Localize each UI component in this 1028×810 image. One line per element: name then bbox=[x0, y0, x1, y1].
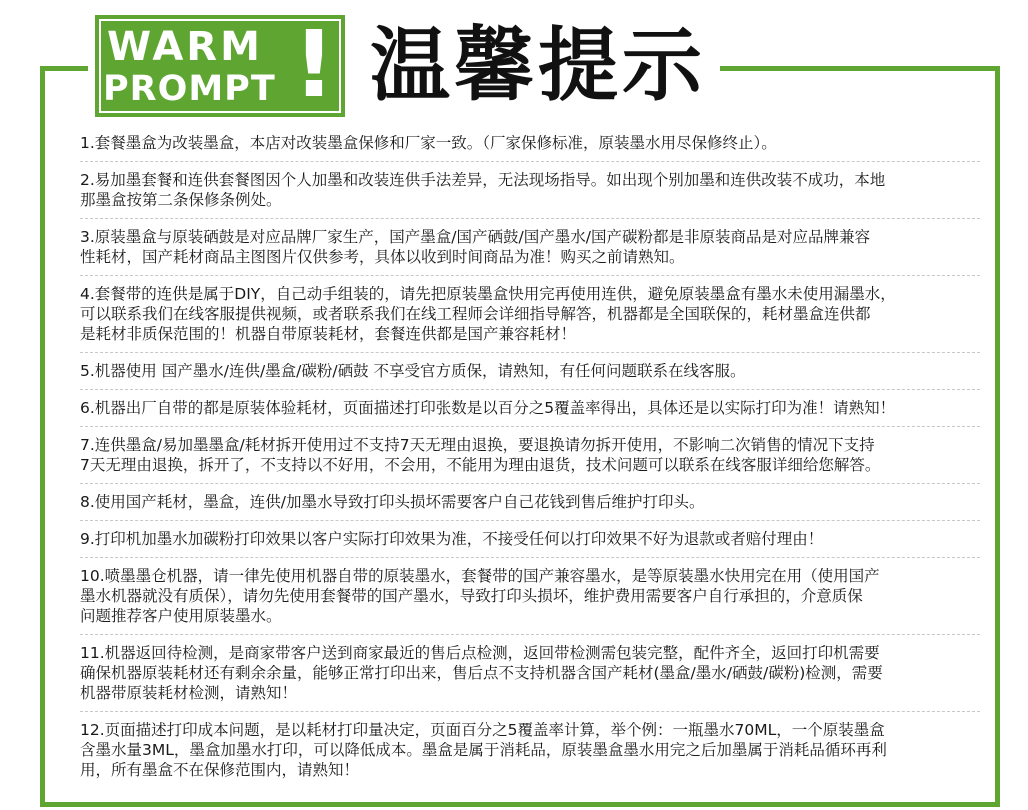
notice-item-line: 6.机器出厂自带的都是原装体验耗材，页面描述打印张数是以百分之5覆盖率得出，具体还是以实际打印为准！请熟知！ bbox=[80, 399, 896, 417]
notice-item-line: 确保机器原装耗材还有剩余余量，能够正常打印出来，售后点不支持机器含国产耗材(墨盒/墨水/硒鼓/碳粉)检测，需要 bbox=[80, 664, 883, 682]
notice-item bbox=[80, 720, 980, 788]
notice-item bbox=[80, 361, 980, 390]
page-title: 温馨提示 bbox=[370, 19, 706, 112]
notice-item-line: 含墨水量3ML，墨盒加墨水打印，可以降低成本。墨盒是属于消耗品，原装墨盒墨水用完之后加墨属于消耗品循环再利 bbox=[80, 741, 887, 759]
warm-prompt-badge bbox=[95, 11, 345, 118]
notice-item-line: 5.机器使用 国产墨水/连供/墨盒/碳粉/硒鼓 不享受官方质保，请熟知，有任何问题联系在线客服。 bbox=[80, 362, 746, 380]
notice-item-line: 1.套餐墨盒为改装墨盒，本店对改装墨盒保修和厂家一致。（厂家保修标准，原装墨水用尽保修终止）。 bbox=[80, 134, 777, 152]
notice-item-line: 7天无理由退换，拆开了，不支持以不好用，不会用，不能用为理由退货，技术问题可以联系在线客服详细给您解答。 bbox=[80, 456, 881, 474]
notice-item-line: 4.套餐带的连供是属于DIY，自己动手组装的，请先把原装墨盒快用完再使用连供，避免原装墨盒有墨水未使用漏墨水， bbox=[80, 285, 896, 303]
notice-item bbox=[80, 566, 980, 635]
notice-item-line: 可以联系我们在线客服提供视频，或者联系我们在线工程师会详细指导解答，机器都是全国联保的，耗材墨盒连供都 bbox=[80, 305, 871, 323]
badge-word-prompt: PROMPT bbox=[103, 69, 276, 109]
badge-word-warm: WARM bbox=[107, 24, 263, 70]
notice-item-line: 机器带原装耗材检测，请熟知！ bbox=[80, 684, 298, 702]
notice-item-line: 3.原装墨盒与原装硒鼓是对应品牌厂家生产，国产墨盒/国产硒鼓/国产墨水/国产碳粉都是非原装商品是对应品牌兼容 bbox=[80, 228, 870, 246]
notice-item-line: 那墨盒按第二条保修条例处。 bbox=[80, 191, 282, 209]
notice-item-line: 10.喷墨墨仓机器，请一律先使用机器自带的原装墨水，套餐带的国产兼容墨水，是等原装墨水快用完在用（使用国产 bbox=[80, 567, 880, 585]
notice-item-line: 是耗材非质保范围的！机器自带原装耗材，套餐连供都是国产兼容耗材！ bbox=[80, 325, 577, 343]
badge-exclamation: ! bbox=[293, 11, 335, 118]
notice-item bbox=[80, 284, 980, 353]
notice-item bbox=[80, 529, 980, 558]
notice-item-line: 性耗材，国产耗材商品主图图片仅供参考，具体以收到时间商品为准！购买之前请熟知。 bbox=[80, 248, 685, 266]
notice-item-line: 墨水机器就没有质保），请勿先使用套餐带的国产墨水，导致打印头损坏，维护费用需要客户自行承担的，介意质保 bbox=[80, 587, 863, 605]
notice-item bbox=[80, 227, 980, 276]
notice-item bbox=[80, 133, 980, 162]
notice-item bbox=[80, 643, 980, 712]
notice-item-line: 12.页面描述打印成本问题，是以耗材打印量决定，页面百分之5覆盖率计算，举个例：一瓶墨水70ML，一个原装墨盒 bbox=[80, 721, 885, 739]
notice-item bbox=[80, 435, 980, 484]
notice-item bbox=[80, 398, 980, 427]
notice-list bbox=[80, 133, 980, 796]
notice-item-line: 9.打印机加墨水加碳粉打印效果以客户实际打印效果为准，不接受任何以打印效果不好为退款或者赔付理由！ bbox=[80, 530, 824, 548]
notice-item-line: 用，所有墨盒不在保修范围内，请熟知！ bbox=[80, 761, 360, 779]
notice-item bbox=[80, 492, 980, 521]
notice-item-line: 11.机器返回待检测，是商家带客户送到商家最近的售后点检测，返回带检测需包装完整，配件齐全，返回打印机需要 bbox=[80, 644, 880, 662]
notice-item-line: 问题推荐客户使用原装墨水。 bbox=[80, 607, 282, 625]
notice-item-line: 8.使用国产耗材，墨盒，连供/加墨水导致打印头损坏需要客户自己花钱到售后维护打印头。 bbox=[80, 493, 705, 511]
notice-item bbox=[80, 170, 980, 219]
notice-item-line: 7.连供墨盒/易加墨墨盒/耗材拆开使用过不支持7天无理由退换，要退换请勿拆开使用，不影响二次销售的情况下支持 bbox=[80, 436, 875, 454]
notice-item-line: 2.易加墨套餐和连供套餐图因个人加墨和改装连供手法差异，无法现场指导。如出现个别加墨和连供改装不成功，本地 bbox=[80, 171, 886, 189]
